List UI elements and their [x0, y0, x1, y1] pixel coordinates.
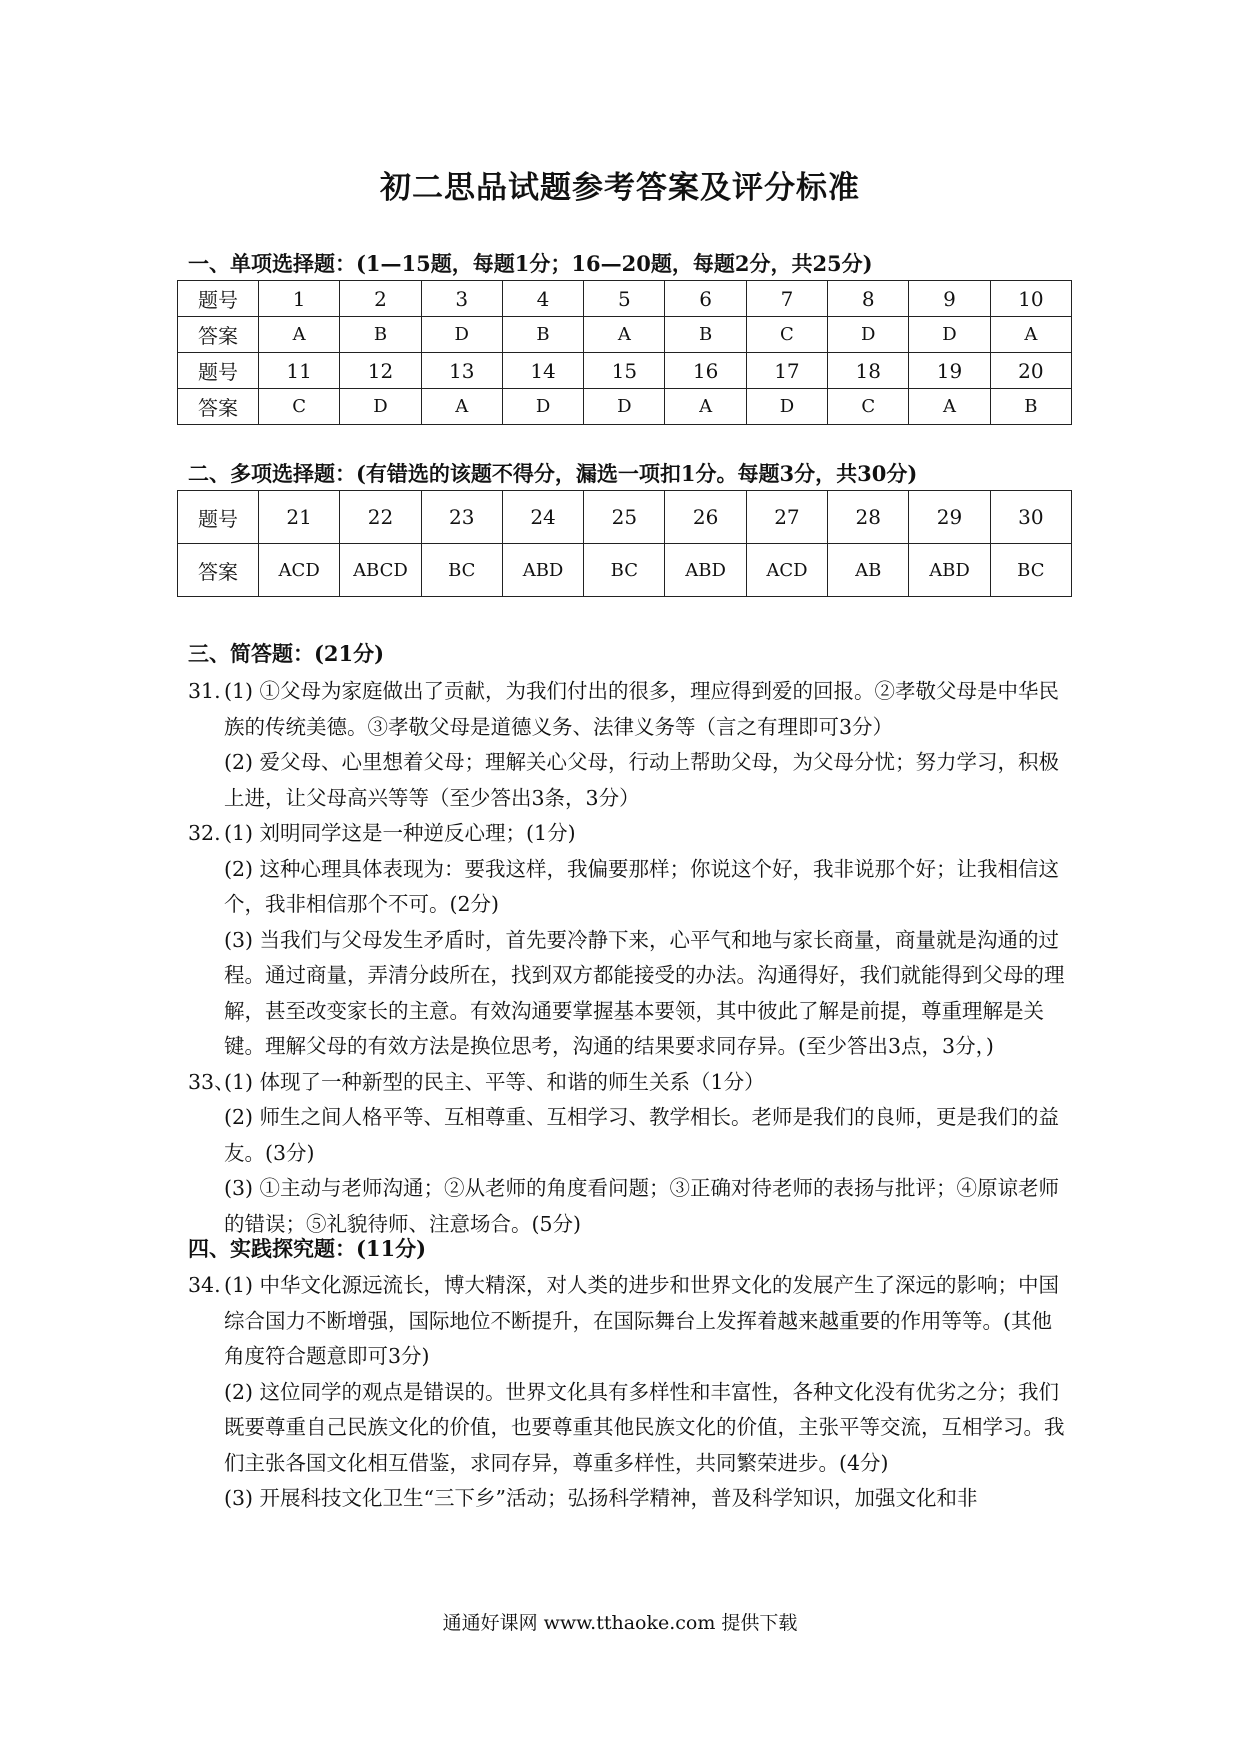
question-number-cell: 3 [421, 281, 502, 317]
row-label-number: 题号 [178, 353, 259, 389]
section2-heading: 二、多项选择题：(有错选的该题不得分，漏选一项扣1分。每题3分，共30分) [188, 461, 918, 486]
table-row [178, 281, 1072, 317]
question-number-cell: 28 [828, 491, 909, 544]
table-row [178, 317, 1072, 353]
answer-paragraph [188, 1171, 1068, 1242]
answer-paragraph [188, 1100, 1068, 1171]
answer-cell: ACD [746, 544, 827, 597]
answer-paragraph [188, 816, 1068, 852]
question-number-cell: 16 [665, 353, 746, 389]
answer-cell: ABD [502, 544, 583, 597]
question-number-cell: 7 [746, 281, 827, 317]
answer-cell: D [909, 317, 990, 353]
table-row [178, 353, 1072, 389]
answer-text: (3) ①主动与老师沟通；②从老师的角度看问题；③正确对待老师的表扬与批评；④原谅老师的错误；⑤礼貌待师、注意场合。(5分) [224, 1176, 1060, 1236]
answer-text: (2) 师生之间人格平等、互相尊重、互相学习、教学相长。老师是我们的良师，更是我们的益友。(3分) [224, 1105, 1060, 1165]
answer-cell: C [828, 389, 909, 425]
question-number-cell: 9 [909, 281, 990, 317]
question-number-cell: 23 [421, 491, 502, 544]
question-number: 31. [188, 679, 221, 703]
answer-cell: D [584, 389, 665, 425]
question-number: 34. [188, 1273, 221, 1297]
answer-cell: ABCD [340, 544, 421, 597]
question-number-cell: 12 [340, 353, 421, 389]
answer-text: (1) ①父母为家庭做出了贡献，为我们付出的很多，理应得到爱的回报。②孝敬父母是中华民族的传统美德。③孝敬父母是道德义务、法律义务等（言之有理即可3分） [224, 679, 1060, 739]
answer-cell: A [421, 389, 502, 425]
question-number-cell: 21 [259, 491, 340, 544]
question-number-cell: 4 [502, 281, 583, 317]
question-number-cell: 29 [909, 491, 990, 544]
answer-cell: ABD [665, 544, 746, 597]
question-number-cell: 11 [259, 353, 340, 389]
answer-cell: D [340, 389, 421, 425]
answer-cell: BC [990, 544, 1071, 597]
answer-text: (1) 中华文化源远流长，博大精深，对人类的进步和世界文化的发展产生了深远的影响；中国综合国力不断增强，国际地位不断提升，在国际舞台上发挥着越来越重要的作用等等。(其他角度符合题意即可3分) [224, 1273, 1060, 1368]
answer-paragraph [188, 1375, 1068, 1482]
answer-paragraph [188, 674, 1068, 745]
question-number-cell: 19 [909, 353, 990, 389]
question-number: 33、 [188, 1069, 235, 1094]
multi-choice-table [177, 490, 1072, 597]
row-label-answer: 答案 [178, 317, 259, 353]
answer-text: (1) 体现了一种新型的民主、平等、和谐的师生关系（1分） [224, 1069, 765, 1094]
answer-text: (2) 爱父母、心里想着父母；理解关心父母，行动上帮助父母，为父母分忧；努力学习，积极上进，让父母高兴等等（至少答出3条，3分） [224, 750, 1060, 810]
page-title: 初二思品试题参考答案及评分标准 [380, 170, 860, 206]
answer-cell: B [340, 317, 421, 353]
question-number-cell: 25 [584, 491, 665, 544]
question-number-cell: 26 [665, 491, 746, 544]
answer-paragraph [188, 923, 1068, 1065]
section1-heading: 一、单项选择题：(1—15题，每题1分；16—20题，每题2分，共25分) [188, 251, 873, 276]
question-number-cell: 17 [746, 353, 827, 389]
answer-paragraph [188, 1065, 1068, 1101]
question-number-cell: 18 [828, 353, 909, 389]
question-number-cell: 5 [584, 281, 665, 317]
question-number-cell: 13 [421, 353, 502, 389]
answer-text: (3) 当我们与父母发生矛盾时，首先要冷静下来，心平气和地与家长商量，商量就是沟通的过程。通过商量，弄清分歧所在，找到双方都能接受的办法。沟通得好，我们就能得到父母的理解，甚至改变家长的主意。有效沟通要掌握基本要领，其中彼此了解是前提，尊重理解是关键。理解父母的有效方法是换位思考，沟通的结果要求同存异。(至少答出3点，3分，) [224, 927, 1065, 1058]
answer-text: (1) 刘明同学这是一种逆反心理；(1分) [224, 821, 576, 845]
answer-cell: ACD [259, 544, 340, 597]
question-number-cell: 14 [502, 353, 583, 389]
answer-text: (2) 这种心理具体表现为：要我这样，我偏要那样；你说这个好，我非说那个好；让我相信这个，我非相信那个不可。(2分) [224, 856, 1060, 916]
question-number-cell: 20 [990, 353, 1071, 389]
answer-cell: A [584, 317, 665, 353]
answer-text: (3) 开展科技文化卫生“三下乡”活动；弘扬科学精神，普及科学知识，加强文化和非 [224, 1486, 978, 1510]
answer-paragraph [188, 1268, 1068, 1375]
question-number-cell: 6 [665, 281, 746, 317]
answer-cell: B [665, 317, 746, 353]
answer-cell: A [990, 317, 1071, 353]
page-footer: 通通好课网 www.tthaoke.com 提供下载 [442, 1612, 798, 1634]
question-number-cell: 22 [340, 491, 421, 544]
table-row [178, 544, 1072, 597]
table-row [178, 389, 1072, 425]
answer-paragraph [188, 1481, 1068, 1517]
answer-cell: A [909, 389, 990, 425]
question-number-cell: 1 [259, 281, 340, 317]
section4-answers [188, 1268, 1068, 1517]
question-number-cell: 15 [584, 353, 665, 389]
question-number-cell: 24 [502, 491, 583, 544]
question-number-cell: 2 [340, 281, 421, 317]
answer-cell: BC [421, 544, 502, 597]
answer-cell: B [502, 317, 583, 353]
answer-paragraph [188, 745, 1068, 816]
answer-cell: AB [828, 544, 909, 597]
row-label-answer: 答案 [178, 544, 259, 597]
answer-paragraph [188, 852, 1068, 923]
section4-heading: 四、实践探究题：(11分) [188, 1236, 427, 1261]
answer-cell: BC [584, 544, 665, 597]
answer-cell: C [746, 317, 827, 353]
table-row [178, 491, 1072, 544]
answer-cell: D [502, 389, 583, 425]
answer-text: (2) 这位同学的观点是错误的。世界文化具有多样性和丰富性，各种文化没有优劣之分；我们既要尊重自己民族文化的价值，也要尊重其他民族文化的价值，主张平等交流，互相学习。我们主张各国文化相互借鉴，求同存异，尊重多样性，共同繁荣进步。(4分) [224, 1379, 1065, 1475]
question-number-cell: 8 [828, 281, 909, 317]
question-number: 32. [188, 821, 221, 845]
section3-answers [188, 674, 1068, 1242]
answer-cell: D [421, 317, 502, 353]
question-number-cell: 10 [990, 281, 1071, 317]
answer-cell: ABD [909, 544, 990, 597]
single-choice-table [177, 280, 1072, 425]
row-label-answer: 答案 [178, 389, 259, 425]
row-label-number: 题号 [178, 491, 259, 544]
answer-cell: D [828, 317, 909, 353]
row-label-number: 题号 [178, 281, 259, 317]
answer-cell: B [990, 389, 1071, 425]
section3-heading: 三、简答题：(21分) [188, 641, 385, 666]
answer-cell: D [746, 389, 827, 425]
answer-cell: A [259, 317, 340, 353]
question-number-cell: 30 [990, 491, 1071, 544]
question-number-cell: 27 [746, 491, 827, 544]
answer-cell: C [259, 389, 340, 425]
answer-cell: A [665, 389, 746, 425]
